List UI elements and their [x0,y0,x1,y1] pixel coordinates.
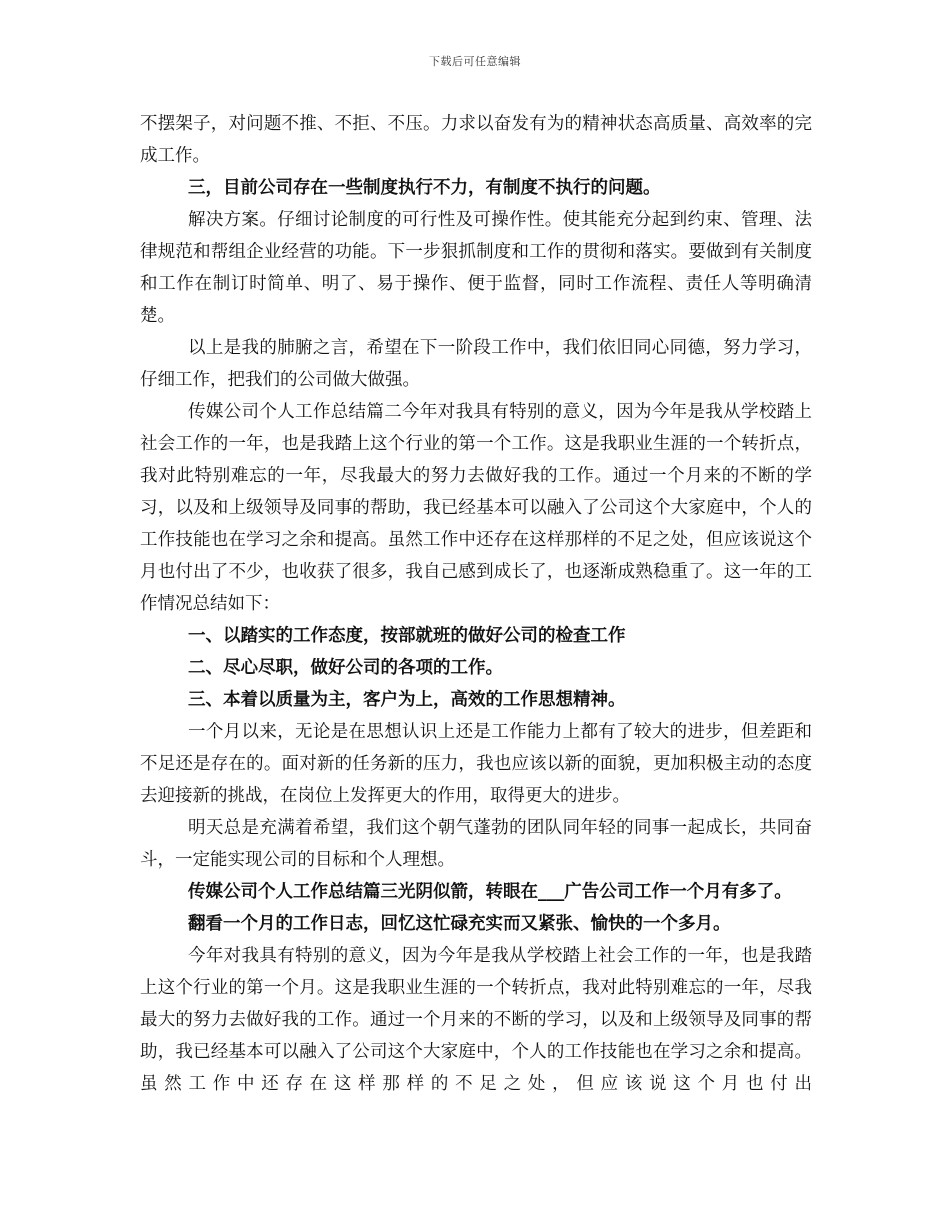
heading-point-2: 二、尽心尽职，做好公司的各项的工作。 [188,658,503,678]
paragraph-progress: 一个月以来，无论是在思想认识上还是工作能力上都有了较大的进步，但差距和不足还是存在的。面对新的任务新的压力，我也应该以新的面貌，更加积极主动的态度去迎接新的挑战，在岗位上发挥更大的作用，取得更大的进步。 [140,722,812,806]
heading-point-1: 一、以踏实的工作态度，按部就班的做好公司的检查工作 [188,626,626,646]
section-heading-3: 三，目前公司存在一些制度执行不力，有制度不执行的问题。 [188,178,661,198]
paragraph-closing: 以上是我的肺腑之言，希望在下一阶段工作中，我们依旧同心同德，努力学习，仔细工作，把我们的公司做大做强。 [140,338,812,390]
heading-summary-3: 传媒公司个人工作总结篇三光阴似箭，转眼在___广告公司工作一个月有多了。 [188,882,792,902]
paragraph-summary-3: 今年对我具有特别的意义，因为今年是我从学校踏上社会工作的一年，也是我踏上这个行业的第一个月。这是我职业生涯的一个转折点，我对此特别难忘的一年，尽我最大的努力去做好我的工作。通过一个月来的不断的学习，以及和上级领导及同事的帮助，我已经基本可以融入了公司这个大家庭中，个人的工作技能也在学习之余和提高。虽然工作中还存在这样那样的不足之处，但应该说这个月也付出 [140,946,812,1094]
paragraph-hope: 明天总是充满着希望，我们这个朝气蓬勃的团队同年轻的同事一起成长，共同奋斗，一定能实现公司的目标和个人理想。 [140,818,812,870]
document-body [140,108,812,1100]
heading-point-3: 三、本着以质量为主，客户为上，高效的工作思想精神。 [188,690,626,710]
page-header: 下载后可任意编辑 [429,55,521,68]
paragraph-solution: 解决方案。仔细讨论制度的可行性及可操作性。使其能充分起到约束、管理、法律规范和帮组企业经营的功能。下一步狠抓制度和工作的贯彻和落实。要做到有关制度和工作在制订时简单、明了、易于操作、便于监督，同时工作流程、责任人等明确清楚。 [140,210,812,326]
heading-summary-3-sub: 翻看一个月的工作日志，回忆这忙碌充实而又紧张、愉快的一个多月。 [188,914,731,934]
paragraph-continued: 不摆架子，对问题不推、不拒、不压。力求以奋发有为的精神状态高质量、高效率的完成工作。 [140,114,812,166]
paragraph-summary-2: 传媒公司个人工作总结篇二今年对我具有特别的意义，因为今年是我从学校踏上社会工作的一年，也是我踏上这个行业的第一个工作。这是我职业生涯的一个转折点，我对此特别难忘的一年，尽我最大的努力去做好我的工作。通过一个月来的不断的学习，以及和上级领导及同事的帮助，我已经基本可以融入了公司这个大家庭中，个人的工作技能也在学习之余和提高。虽然工作中还存在这样那样的不足之处，但应该说这个月也付出了不少，也收获了很多，我自己感到成长了，也逐渐成熟稳重了。这一年的工作情况总结如下： [140,402,812,614]
